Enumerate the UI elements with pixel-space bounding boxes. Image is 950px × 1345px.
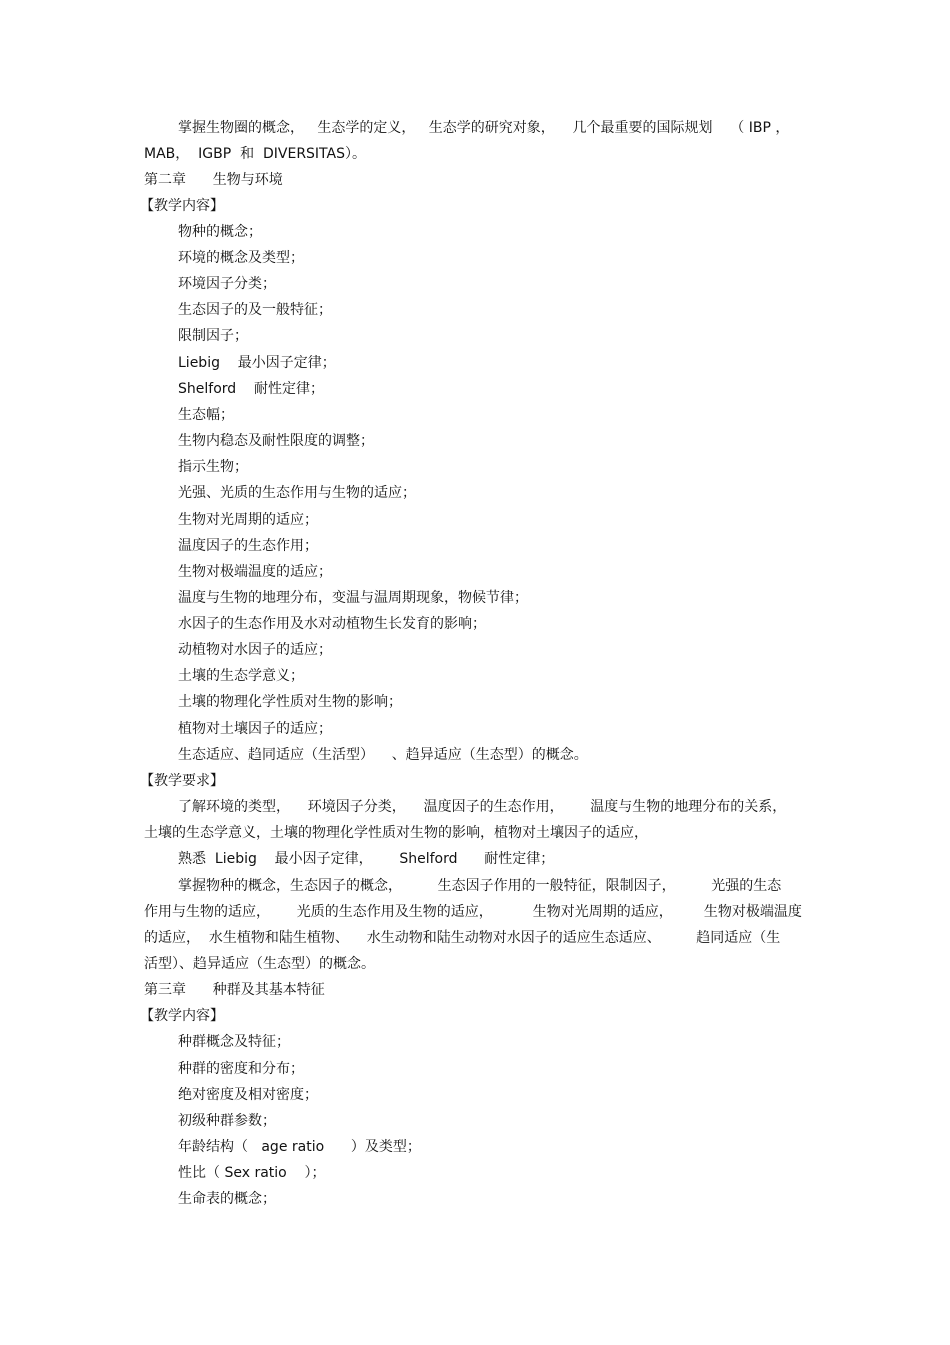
requirements-p2: 熟悉 Liebig 最小因子定律， Shelford 耐性定律；: [178, 851, 555, 867]
list-item: 温度因子的生态作用；: [178, 538, 318, 554]
list-item: 绝对密度及相对密度；: [178, 1087, 318, 1103]
chapter-3-content-heading: 【教学内容】: [140, 1008, 224, 1024]
list-item: 生命表的概念；: [178, 1191, 276, 1207]
list-item: 土壤的物理化学性质对生物的影响；: [178, 694, 402, 710]
list-item: 年龄结构（ age ratio ）及类型；: [178, 1139, 421, 1155]
list-item: 指示生物；: [178, 459, 248, 475]
list-item: 生物对极端温度的适应；: [178, 564, 332, 580]
list-item: 光强、光质的生态作用与生物的适应；: [178, 485, 416, 501]
requirements-p3-line-4: 活型）、趋异适应（生态型）的概念。: [144, 956, 375, 972]
list-item: 性比（ Sex ratio ）；: [178, 1165, 326, 1181]
list-item: 生态适应、趋同适应（生活型） 、趋异适应（生态型）的概念。: [178, 747, 588, 763]
list-item: 生物内稳态及耐性限度的调整；: [178, 433, 374, 449]
intro-line-2: MAB， IGBP 和 DIVERSITAS）。: [144, 146, 366, 162]
list-item: Liebig 最小因子定律；: [178, 355, 336, 371]
chapter-3-title: 第三章 种群及其基本特征: [144, 982, 325, 998]
chapter-2-requirements-heading: 【教学要求】: [140, 773, 224, 789]
list-item: 温度与生物的地理分布，变温与温周期现象，物候节律；: [178, 590, 528, 606]
list-item: 植物对土壤因子的适应；: [178, 721, 332, 737]
chapter-2-content-heading: 【教学内容】: [140, 198, 224, 214]
list-item: Shelford 耐性定律；: [178, 381, 324, 397]
list-item: 动植物对水因子的适应；: [178, 642, 332, 658]
list-item: 环境因子分类；: [178, 276, 276, 292]
list-item: 环境的概念及类型；: [178, 250, 304, 266]
list-item: 物种的概念；: [178, 224, 262, 240]
intro-line-1: 掌握生物圈的概念， 生态学的定义， 生态学的研究对象， 几个最重要的国际规划 （ IBP ，: [178, 120, 790, 136]
requirements-p1-line-1: 了解环境的类型， 环境因子分类， 温度因子的生态作用， 温度与生物的地理分布的关系，: [178, 799, 787, 815]
requirements-p3-line-1: 掌握物种的概念，生态因子的概念， 生态因子作用的一般特征，限制因子， 光强的生态: [178, 878, 782, 894]
list-item: 水因子的生态作用及水对动植物生长发育的影响；: [178, 616, 486, 632]
list-item: 生态因子的及一般特征；: [178, 302, 332, 318]
list-item: 初级种群参数；: [178, 1113, 276, 1129]
requirements-p1-line-2: 土壤的生态学意义，土壤的物理化学性质对生物的影响，植物对土壤因子的适应，: [144, 825, 648, 841]
requirements-p3-line-3: 的适应， 水生植物和陆生植物、 水生动物和陆生动物对水因子的适应生态适应、 趋同适应（生: [144, 930, 781, 946]
list-item: 限制因子；: [178, 328, 248, 344]
requirements-p3-line-2: 作用与生物的适应， 光质的生态作用及生物的适应， 生物对光周期的适应， 生物对极端温度: [144, 904, 802, 920]
chapter-2-title: 第二章 生物与环境: [144, 172, 283, 188]
list-item: 生态幅；: [178, 407, 234, 423]
list-item: 种群的密度和分布；: [178, 1061, 304, 1077]
list-item: 生物对光周期的适应；: [178, 512, 318, 528]
list-item: 土壤的生态学意义；: [178, 668, 304, 684]
list-item: 种群概念及特征；: [178, 1034, 290, 1050]
